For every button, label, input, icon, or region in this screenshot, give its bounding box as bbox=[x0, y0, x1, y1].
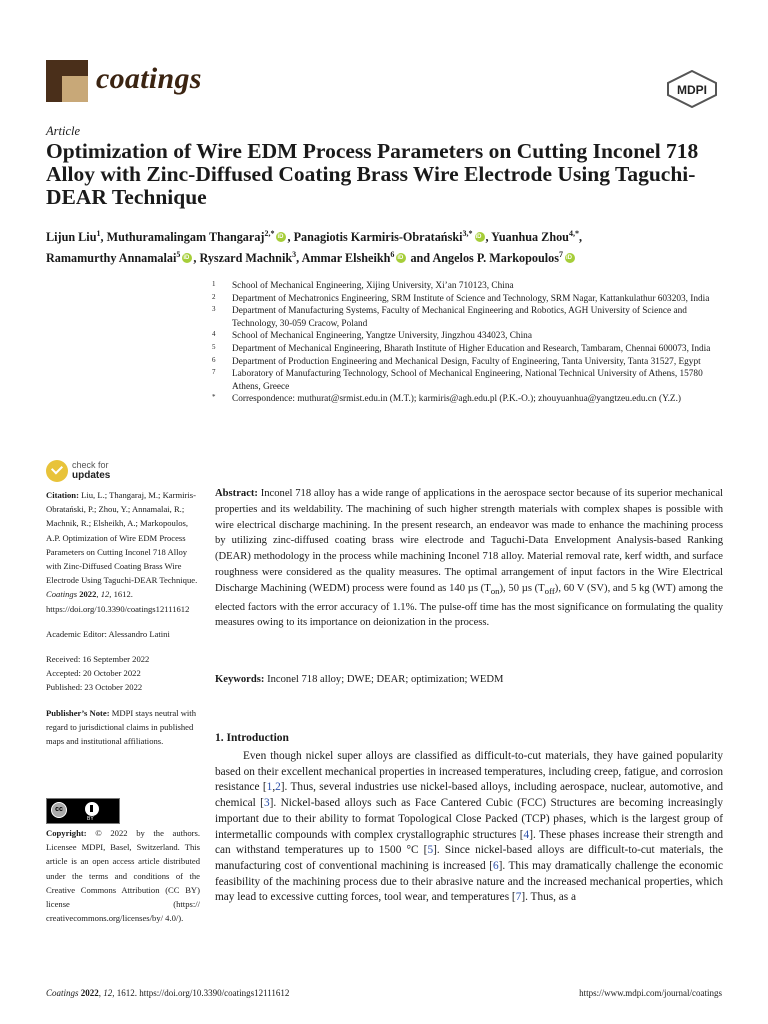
affiliation-item: 4 School of Mechanical Engineering, Yangtze University, Jingzhou 434023, China bbox=[212, 330, 532, 342]
affiliation-item: * Correspondence: muthurat@srmist.edu.in (M.T.); karmiris@agh.edu.pl (P.K.-O.); zhouyuanhua@yangtzeu.edu.cn (Y.Z.) bbox=[212, 393, 682, 405]
journal-url-link[interactable]: https://www.mdpi.com/journal/coatings bbox=[579, 988, 722, 998]
mdpi-logo bbox=[666, 70, 718, 108]
publisher-name: MDPI bbox=[677, 83, 707, 97]
orcid-icon[interactable] bbox=[182, 253, 192, 263]
author-name: Muthuramalingam Thangaraj bbox=[106, 230, 265, 245]
reference-link[interactable]: 6 bbox=[492, 859, 499, 872]
reference-link[interactable]: 5 bbox=[427, 844, 434, 857]
reference-link[interactable]: 1 bbox=[266, 781, 273, 794]
accepted-date: Accepted: 20 October 2022 bbox=[46, 668, 141, 679]
author-name: Ammar Elsheikh bbox=[301, 251, 391, 266]
article-type: Article bbox=[46, 124, 81, 138]
cc-icon: cc bbox=[51, 802, 67, 818]
paper-title: Optimization of Wire EDM Process Parameters on Cutting Inconel 718 Alloy with Zinc-Diffused Coating Brass Wire Electrode Using Taguchi-DEAR Technique bbox=[46, 139, 699, 209]
abstract: Abstract: Inconel 718 alloy has a wide range of applications in the aerospace sector because of its superior mechanical properties and its weldability. The machining of such higher strength materials with complex shapes is possible with wire electrical discharge machining. In the present research, an endeavor was made to enhance the machining process by utilizing zinc-diffused coating brass wire electrode and Taguchi-Data Envelopment Analysis-based Ranking (DEAR) methodology in the process while machining Inconel 718 alloy. Material removal rate, kerf width, and surface roughness were considered as the quality measures. The optimal arrangement of input factors in the Wire Electrical Discharge Machining (WEDM) process were found as 140 µs $(T_{on})$, 50 µs $(T_{off})$, 60 V (SV), and 5 kg (WT) among the elected factors with the error accuracy of 1.1%. The pulse-off time has the most significance on formulating the quality measures owing to its importance on deionization in the process. bbox=[215, 488, 723, 629]
author-name: Panagiotis Karmiris-Obratański bbox=[293, 230, 463, 245]
journal-name: coatings bbox=[96, 62, 202, 95]
affiliation-item: 2 Department of Mechatronics Engineering, SRM Institute of Science and Technology, SRM Nagar, Kattankulathur 603203, India bbox=[212, 292, 710, 304]
author-list: Lijun Liu$^1$, Muthuramalingam Thangaraj$^{2,*}$iD , Panagiotis Karmiris-Obratański$^{3,*}$iD , Yuanhua Zhou$^{4,*}$, Ramamurthy Annamalai$^5$iD , Ryszard Machnik$^3$, Ammar Elsheikh$^6$iD and Angelos P. Markopoulos$^7$iD bbox=[46, 225, 726, 267]
affiliation-item: 3 Department of Manufacturing Systems, Faculty of Mechanical Engineering and Robotics, AGH University of Science and Technology, 30-059 Cracow, Poland bbox=[212, 305, 687, 329]
check-icon bbox=[46, 460, 68, 482]
affiliation-item: 1 School of Mechanical Engineering, Xijing University, Xi’an 710123, China bbox=[212, 280, 514, 291]
orcid-icon[interactable] bbox=[565, 253, 575, 263]
keywords: Keywords: Inconel 718 alloy; DWE; DEAR; optimization; WEDM bbox=[215, 674, 504, 685]
affiliation-item: 7 Laboratory of Manufacturing Technology, School of Mechanical Engineering, National Technical University of Athens, 15780 Athens, Greece bbox=[212, 368, 703, 392]
introduction-paragraph: Even though nickel super alloys are classified as difficult-to-cut materials, they have gained popularity based on their excellent mechanical properties in increased temperatures, including creep, fatigue, and corrosion resistance [1,2]. Thus, several industries use nickel-based alloys, including aerospace, nuclear, automotive, and chemical [3]. Nickel-based alloys such as Face Cantered Cubic (FCC) Structures are becoming increasingly important due to their ability to format Topological Close Packed (TCP) phases, which is the largest group of intermetallic compounds with complex crystallographic structures [4]. These phases increase their strength and can withstand temperatures up to 1500 °C [5]. Since nickel-based alloys are difficult-to-cut materials, the manufacturing cost of conventional machining is increased [6]. This may dramatically challenge the economic feasibility of the machining process due to their abrasive nature and the increased mechanical properties, which may lead to excessive cutting forces, tool wear, and temperatures [7]. Thus, as a bbox=[215, 750, 724, 904]
published-date: Published: 23 October 2022 bbox=[46, 682, 143, 693]
author-name: Angelos P. Markopoulos bbox=[432, 251, 559, 266]
cc-by-license-badge[interactable]: cc BY bbox=[46, 798, 120, 824]
affiliations bbox=[212, 280, 732, 406]
section-heading: 1. Introduction bbox=[215, 732, 289, 744]
reference-link[interactable]: 4 bbox=[523, 828, 530, 841]
affiliation-item: 6 Department of Production Engineering and Mechanical Design, Faculty of Engineering, Tanta University, Tanta 31527, Egypt bbox=[212, 355, 701, 367]
author-name: Yuanhua Zhou bbox=[491, 230, 569, 245]
orcid-icon[interactable] bbox=[396, 253, 406, 263]
check-for-updates-button[interactable]: check for updates bbox=[46, 458, 136, 484]
author-name: Lijun Liu bbox=[46, 230, 97, 245]
journal-logo bbox=[46, 60, 88, 102]
author-name: Ramamurthy Annamalai bbox=[46, 251, 177, 266]
author-name: Ryszard Machnik bbox=[199, 251, 293, 266]
received-date: Received: 16 September 2022 bbox=[46, 654, 150, 665]
reference-link[interactable]: 2 bbox=[275, 781, 281, 794]
affiliation-item: 5 Department of Mechanical Engineering, Bharath Institute of Higher Education and Research, Tambaram, Chennai 600073, India bbox=[212, 342, 711, 354]
orcid-icon[interactable] bbox=[475, 232, 485, 242]
footer-citation: Coatings 2022, 12, 1612. https://doi.org/10.3390/coatings12111612 bbox=[46, 988, 290, 998]
sidebar-info bbox=[46, 488, 202, 748]
copyright: Copyright: © 2022 by the authors. Licensee MDPI, Basel, Switzerland. This article is an open access article distributed under the terms and conditions of the Creative Commons Attribution (CC BY) license (https:// creativecommons.org/licenses/by/ 4.0/). bbox=[46, 828, 200, 924]
publisher-note: Publisher’s Note: MDPI stays neutral with regard to jurisdictional claims in published maps and institutional affiliations. bbox=[46, 707, 196, 747]
attribution-icon bbox=[85, 802, 99, 816]
reference-link[interactable]: 7 bbox=[515, 891, 522, 904]
orcid-icon[interactable] bbox=[276, 232, 286, 242]
reference-link[interactable]: 3 bbox=[263, 797, 270, 810]
citation: Citation: Liu, L.; Thangaraj, M.; Karmiris-Obratański, P.; Zhou, Y.; Annamalai, R.; Machnik, R.; Elsheikh, A.; Markopoulos, A.P. Optimization of Wire EDM Process Parameters on Cutting Inconel 718 Alloy with Zinc-Diffused Coating Brass Wire Electrode Using Taguchi-DEAR Technique. Coatings 2022, 12, 1612. https://doi.org/10.3390/coatings12111612 bbox=[46, 490, 198, 614]
academic-editor: Academic Editor: Alessandro Latini bbox=[46, 628, 170, 639]
